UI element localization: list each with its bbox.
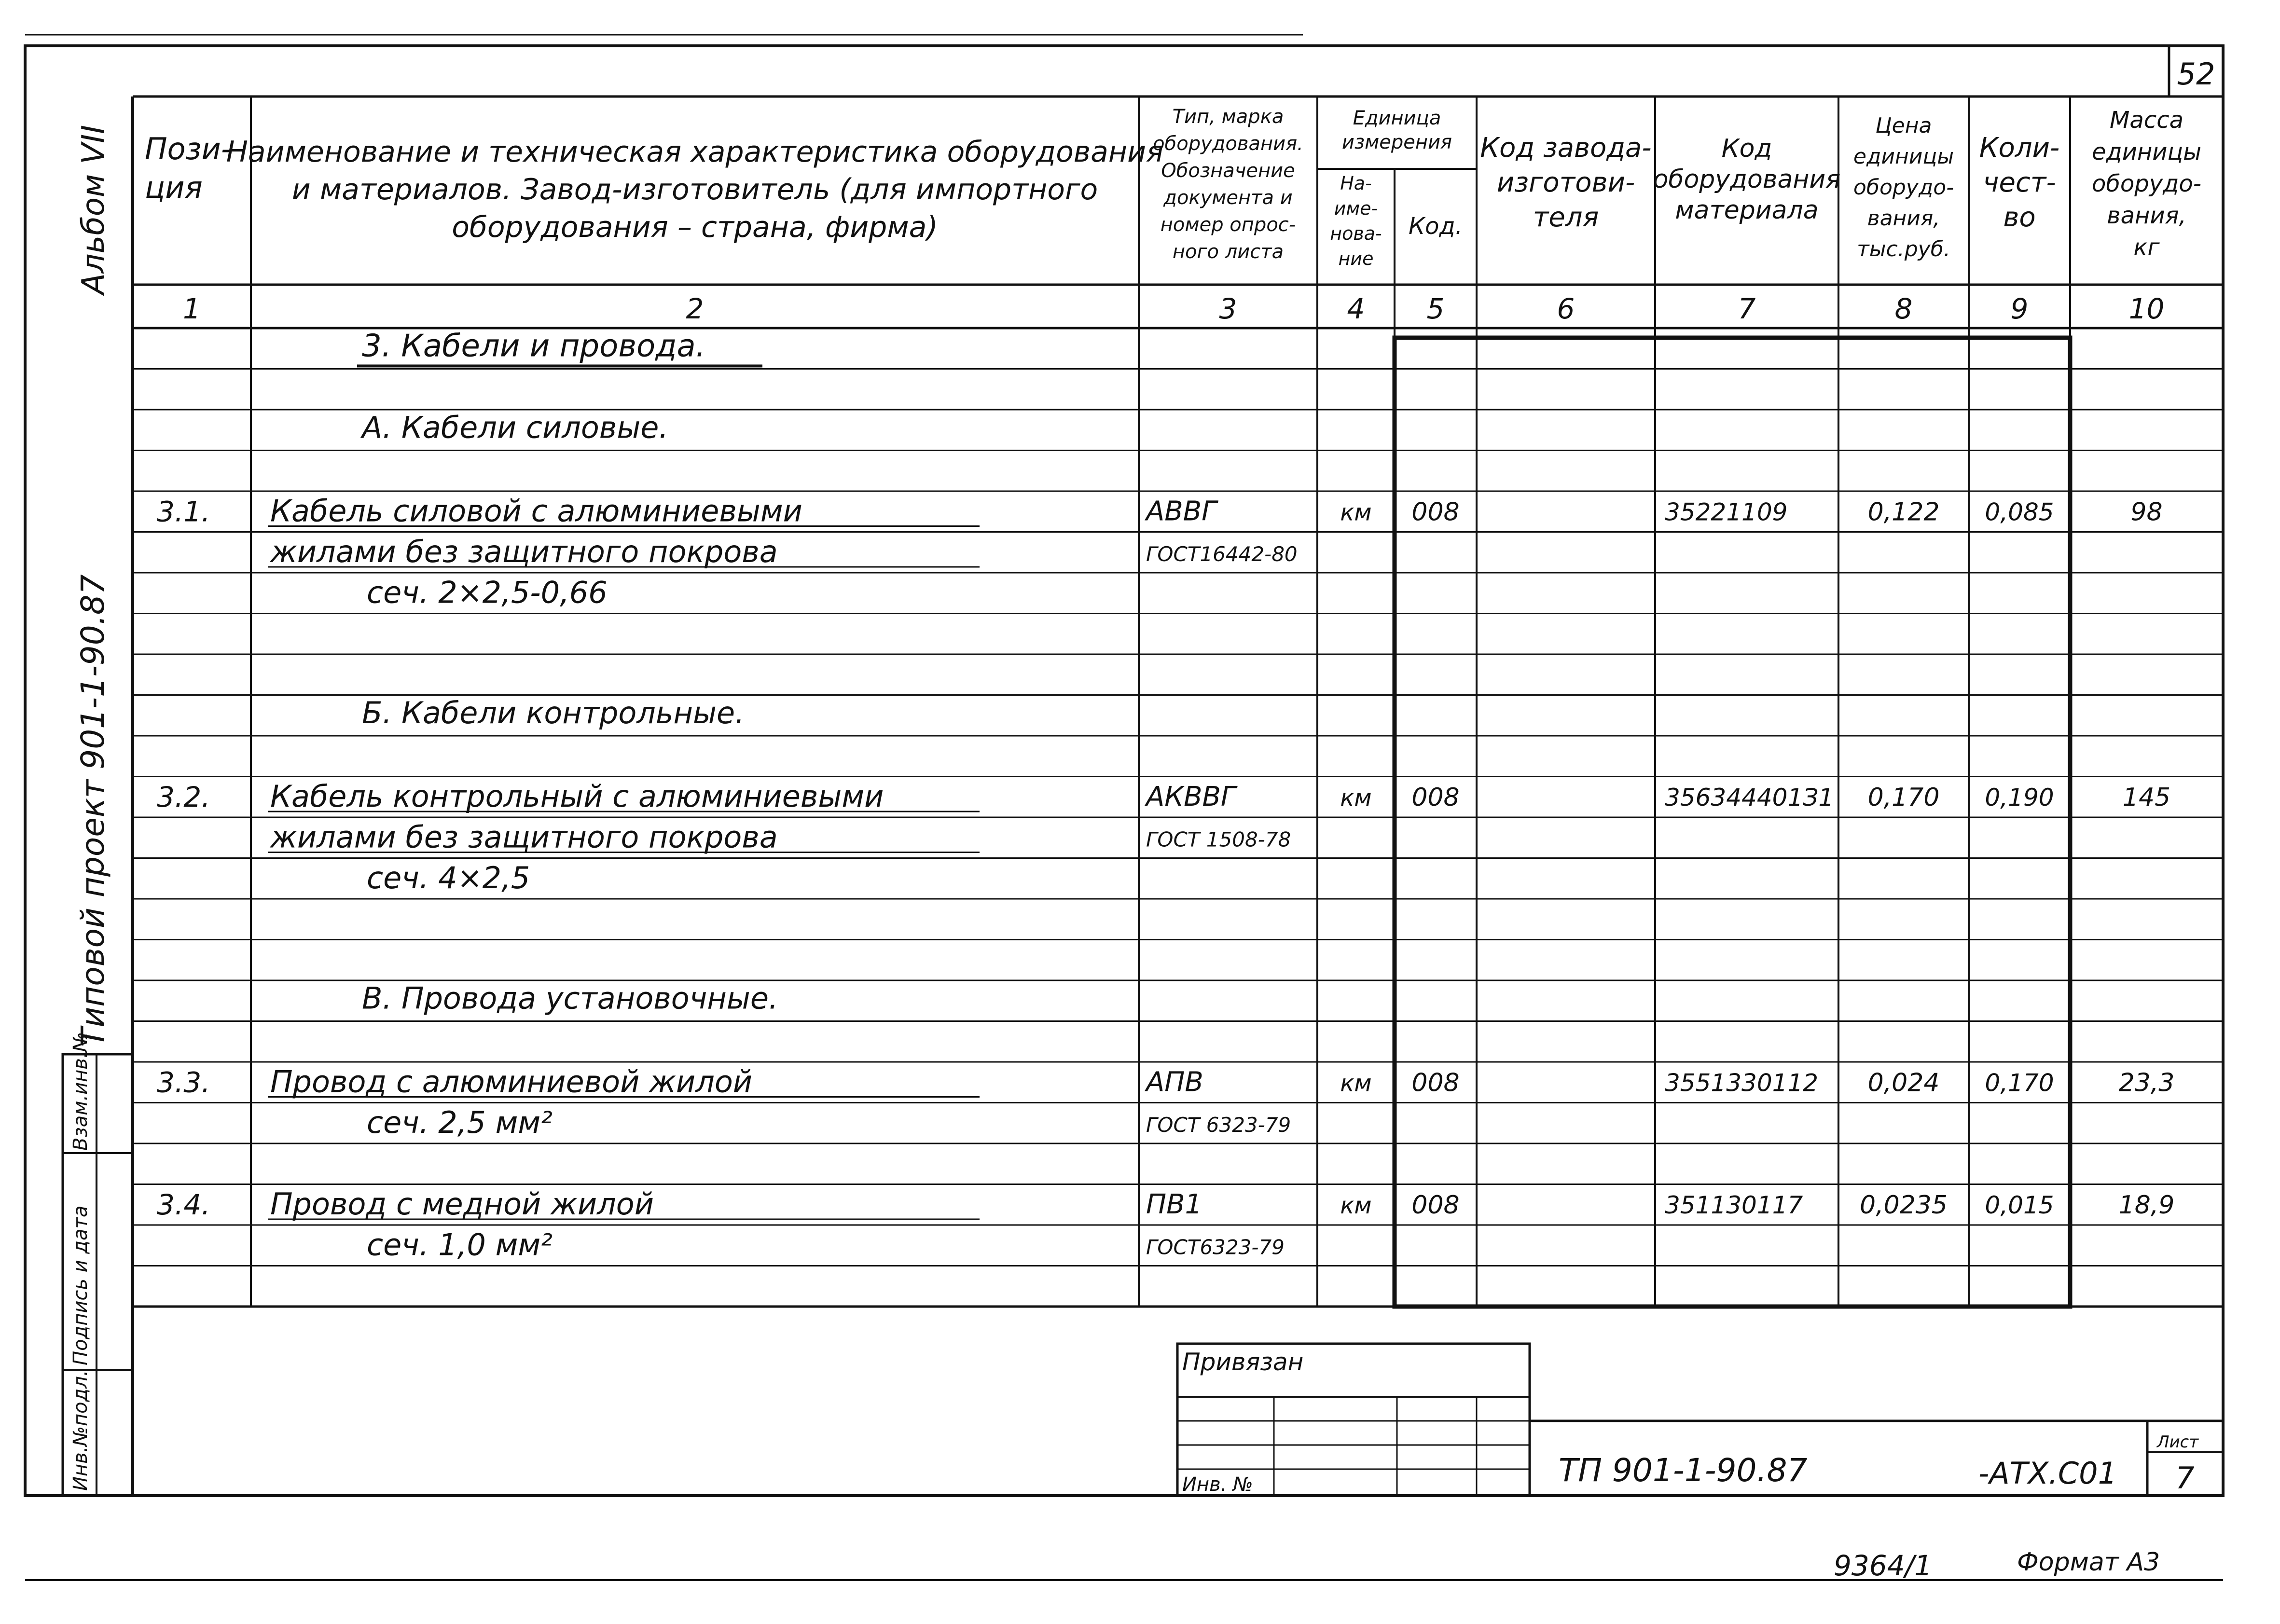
section-heading: 3. Кабели и провода.: [362, 328, 705, 364]
privyazan-label: Привязан: [1182, 1348, 1304, 1376]
document-suffix: -АТХ.С01: [1978, 1456, 2117, 1491]
material-code: 3551330112: [1665, 1069, 1819, 1097]
header-col2: и материалов. Завод-изготовитель (для импортного: [291, 173, 1098, 206]
header-col45: измерения: [1341, 131, 1452, 153]
unit-price: 0,0235: [1860, 1191, 1948, 1220]
header-col2: Наименование и техническая характеристика оборудования: [226, 135, 1164, 169]
quantity: 0,085: [1985, 498, 2054, 526]
unit-price: 0,024: [1867, 1068, 1940, 1098]
material-code: 35221109: [1665, 498, 1788, 526]
header-col9: Коли-: [1979, 132, 2060, 164]
column-number: 3: [1219, 292, 1237, 325]
header-col3: номер опрос-: [1160, 214, 1296, 236]
unit-code: 008: [1411, 1068, 1460, 1098]
column-number-row: [183, 292, 2164, 325]
type-designation: ГОСТ 6323-79: [1146, 1113, 1291, 1137]
header-col7: материала: [1675, 196, 1819, 225]
quantity: 0,170: [1985, 1069, 2054, 1097]
inv-no-label: Инв. №: [1182, 1473, 1253, 1496]
type-designation: АВВГ: [1146, 495, 1217, 527]
unit-mass: 145: [2122, 783, 2171, 812]
column-number: 1: [183, 292, 201, 325]
header-col8: единицы: [1853, 144, 1954, 169]
unit-code: 008: [1411, 1191, 1460, 1220]
position-number: 3.4.: [157, 1188, 210, 1221]
side-stamp-label: Подпись и дата: [69, 1205, 92, 1365]
header-col4: ние: [1338, 248, 1374, 269]
item-name: жилами без защитного покрова: [270, 819, 778, 855]
item-name: Кабель контрольный с алюминиевыми: [270, 779, 884, 814]
header-col8: оборудо-: [1853, 175, 1954, 200]
header-col6: теля: [1533, 202, 1599, 233]
header-col6: изготови-: [1496, 167, 1635, 198]
quantity: 0,015: [1985, 1191, 2054, 1219]
column-number: 7: [1738, 292, 1756, 325]
header-col8: Цена: [1875, 113, 1932, 138]
type-designation: ГОСТ6323-79: [1146, 1235, 1285, 1259]
position-number: 3.3.: [157, 1066, 210, 1099]
header-col3: оборудования.: [1153, 133, 1303, 155]
side-stamp-label: Инв.№подл.: [69, 1370, 92, 1491]
side-project-label: Типовой проект 901-1-90.87: [74, 574, 111, 1047]
header-col9: во: [2003, 202, 2036, 233]
column-number: 8: [1894, 292, 1913, 325]
title-block: [1177, 1344, 2223, 1496]
outer-frame: [25, 46, 2223, 1496]
unit-mass: 18,9: [2118, 1191, 2175, 1220]
type-designation: АКВВГ: [1146, 781, 1236, 812]
unit-code: 008: [1411, 783, 1460, 812]
header-col3: Обозначение: [1161, 160, 1295, 182]
header-col8: вания,: [1867, 206, 1940, 231]
unit-price: 0,122: [1867, 497, 1940, 527]
document-code: ТП 901-1-90.87: [1559, 1452, 1808, 1489]
header-col3: ного листа: [1172, 241, 1284, 263]
header-col7: оборудования: [1653, 165, 1841, 194]
subsection-heading: В. Провода установочные.: [362, 980, 778, 1016]
header-col5: Код.: [1409, 213, 1463, 240]
header-col3: Тип, марка: [1172, 106, 1284, 128]
column-number: 6: [1557, 292, 1575, 325]
table-body: [157, 329, 2174, 1263]
column-number: 5: [1426, 292, 1445, 325]
header-col45: Единица: [1353, 107, 1441, 129]
side-stamp: [63, 1032, 133, 1496]
unit-name: км: [1340, 499, 1372, 526]
sheet-number: 7: [2175, 1460, 2195, 1496]
unit-name: км: [1340, 784, 1372, 812]
item-name: жилами без защитного покрова: [270, 534, 778, 569]
item-name: сеч. 4×2,5: [367, 860, 530, 895]
archive-number: 9364/1: [1834, 1549, 1933, 1582]
header-col3: документа и: [1163, 187, 1293, 209]
header-col10: единицы: [2091, 138, 2202, 165]
page-number: 52: [2177, 56, 2215, 92]
header-col10: кг: [2133, 234, 2160, 261]
position-number: 3.2.: [157, 781, 210, 813]
header-col8: тыс.руб.: [1857, 237, 1950, 261]
header-col1: Пози-: [145, 131, 232, 166]
header-col9: чест-: [1983, 167, 2056, 198]
quantity: 0,190: [1985, 784, 2054, 812]
unit-name: км: [1340, 1192, 1372, 1219]
item-name: Провод с медной жилой: [270, 1186, 654, 1222]
subsection-heading: Б. Кабели контрольные.: [362, 695, 745, 730]
type-designation: ГОСТ 1508-78: [1146, 827, 1291, 852]
item-name: Кабель силовой с алюминиевыми: [270, 493, 802, 529]
header-col4: нова-: [1330, 223, 1382, 244]
side-stamp-label: Взам.инв.№: [69, 1032, 92, 1151]
item-name: Провод с алюминиевой жилой: [270, 1064, 753, 1100]
header-col10: вания,: [2107, 202, 2186, 229]
type-designation: ПВ1: [1146, 1189, 1202, 1220]
header-col4: На-: [1340, 173, 1372, 194]
column-number: 9: [2010, 292, 2029, 325]
type-designation: АПВ: [1146, 1066, 1203, 1098]
item-name: сеч. 2,5 мм²: [367, 1105, 553, 1140]
unit-name: км: [1340, 1070, 1372, 1097]
column-number: 2: [686, 292, 704, 325]
unit-mass: 98: [2130, 497, 2163, 527]
header-col7: Код: [1721, 134, 1772, 163]
header-col1: ция: [145, 170, 203, 205]
header-col2: оборудования – страна, фирма): [452, 210, 938, 244]
sheet-label: Лист: [2157, 1432, 2199, 1452]
material-code: 351130117: [1665, 1191, 1803, 1219]
column-number: 4: [1347, 292, 1365, 325]
side-album-label: Альбом VII: [76, 124, 111, 294]
header-col10: Масса: [2109, 107, 2184, 134]
format-label: Формат А3: [2017, 1548, 2160, 1577]
position-number: 3.1.: [157, 495, 210, 528]
unit-mass: 23,3: [2118, 1068, 2175, 1098]
header-col10: оборудо-: [2091, 170, 2202, 197]
item-name: сеч. 1,0 мм²: [367, 1227, 553, 1263]
table-header: [145, 106, 2201, 269]
subsection-heading: А. Кабели силовые.: [362, 410, 669, 445]
header-col4: име-: [1334, 198, 1378, 219]
type-designation: ГОСТ16442-80: [1146, 542, 1298, 566]
column-number: 10: [2128, 292, 2165, 325]
unit-price: 0,170: [1867, 783, 1940, 812]
unit-code: 008: [1411, 497, 1460, 527]
header-col6: Код завода-: [1480, 132, 1652, 164]
item-name: сеч. 2×2,5-0,66: [367, 575, 608, 610]
material-code: 356344401З1: [1665, 784, 1834, 812]
